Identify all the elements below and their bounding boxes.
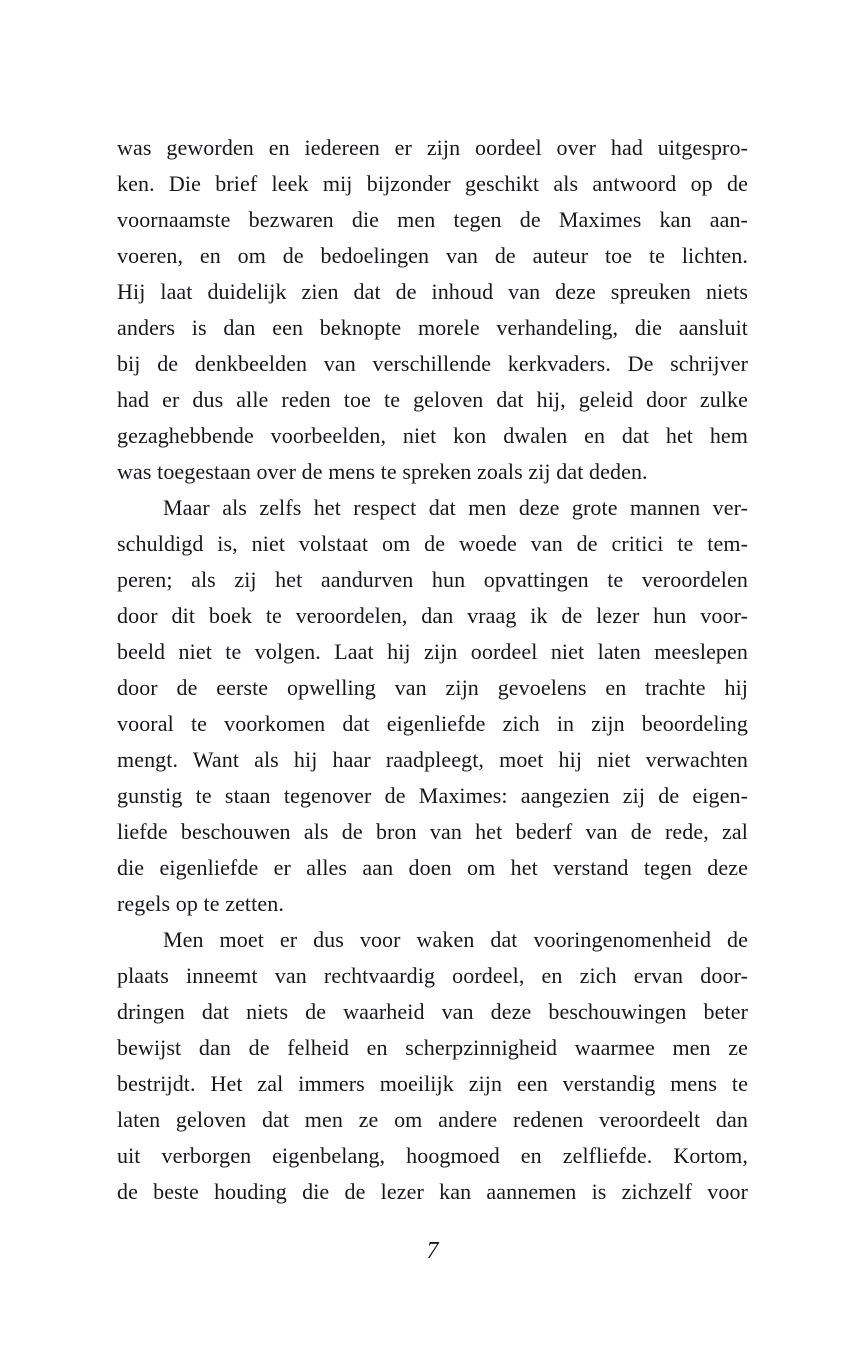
text-line: bewijst dan de felheid en scherpzinnigheid waarmee men ze [117,1035,748,1060]
text-line: peren; als zij het aandurven hun opvattingen te veroordelen [117,567,748,592]
text-line: gunstig te staan tegenover de Maximes: aangezien zij de eigen- [117,783,748,808]
text-line: uit verborgen eigenbelang, hoogmoed en zelfliefde. Kortom, [117,1143,748,1168]
text-line: dringen dat niets de waarheid van deze beschouwingen beter [117,999,748,1024]
text-line: regels op te zetten. [117,891,284,916]
text-line: Maar als zelfs het respect dat men deze grote mannen ver- [163,495,748,520]
text-line: had er dus alle reden toe te geloven dat hij, geleid door zulke [117,387,748,412]
text-line: die eigenliefde er alles aan doen om het verstand tegen deze [117,855,748,880]
text-line: Hij laat duidelijk zien dat de inhoud van deze spreuken niets [117,279,748,304]
text-line: Men moet er dus voor waken dat vooringenomenheid de [163,927,748,952]
text-line: anders is dan een beknopte morele verhandeling, die aansluit [117,315,748,340]
text-line: door dit boek te veroordelen, dan vraag ik de lezer hun voor- [117,603,748,628]
text-line: bestrijdt. Het zal immers moeilijk zijn een verstandig mens te [117,1071,748,1096]
text-line: de beste houding die de lezer kan aannemen is zichzelf voor [117,1179,748,1204]
text-line: voeren, en om de bedoelingen van de auteur toe te lichten. [117,243,748,268]
text-line: laten geloven dat men ze om andere redenen veroordeelt dan [117,1107,748,1132]
text-line: liefde beschouwen als de bron van het bederf van de rede, zal [117,819,748,844]
text-line: voornaamste bezwaren die men tegen de Maximes kan aan- [117,207,748,232]
text-line: gezaghebbende voorbeelden, niet kon dwalen en dat het hem [117,423,748,448]
text-line: ken. Die brief leek mij bijzonder geschikt als antwoord op de [117,171,748,196]
text-line: plaats inneemt van rechtvaardig oordeel, en zich ervan door- [117,963,748,988]
text-line: was geworden en iedereen er zijn oordeel over had uitgespro- [117,135,748,160]
text-line: schuldigd is, niet volstaat om de woede van de critici te tem- [117,531,748,556]
text-line: door de eerste opwelling van zijn gevoelens en trachte hij [117,675,748,700]
body-text [117,130,748,1210]
text-line: bij de denkbeelden van verschillende kerkvaders. De schrijver [117,351,748,376]
text-line: mengt. Want als hij haar raadpleegt, moet hij niet verwachten [117,747,748,772]
text-line: beeld niet te volgen. Laat hij zijn oordeel niet laten meeslepen [117,639,748,664]
text-line: vooral te voorkomen dat eigenliefde zich in zijn beoordeling [117,711,748,736]
text-line: was toegestaan over de mens te spreken zoals zij dat deden. [117,459,648,484]
page-number: 7 [426,1238,439,1264]
